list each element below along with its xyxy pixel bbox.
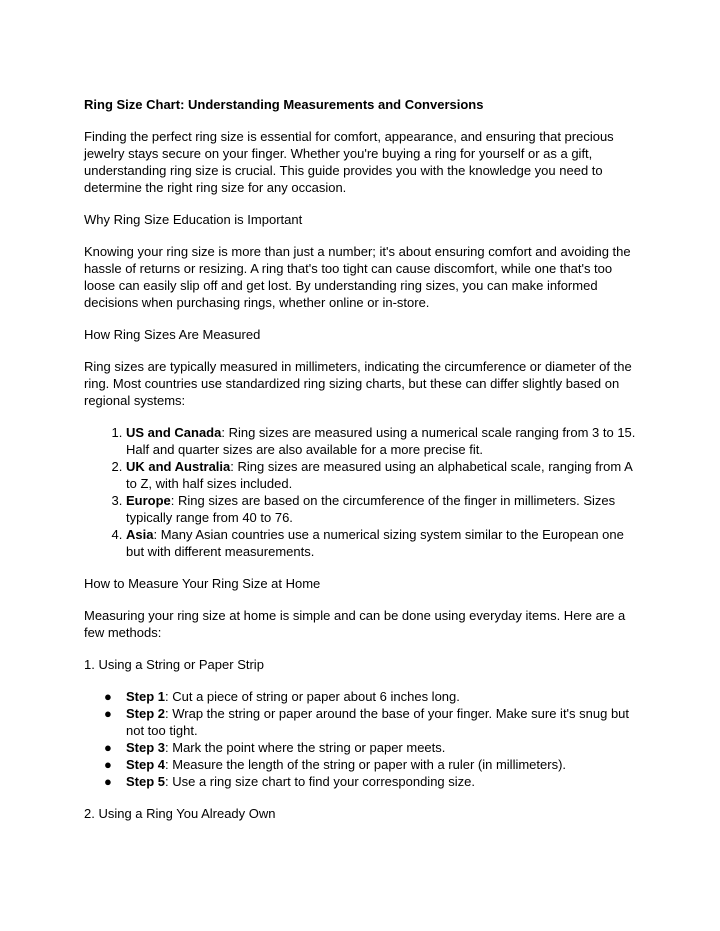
- list-item: [104, 756, 640, 773]
- intro-paragraph: Finding the perfect ring size is essential for comfort, appearance, and ensuring that precious jewelry stays secure on your finger. Whether you're buying a ring for yourself or as a gift, understanding ring size is crucial. This guide provides you with the knowledge you need to determine the right ring size for any occasion.: [84, 129, 614, 195]
- step-label: Step 2: [126, 706, 166, 721]
- step-label: Step 1: [126, 689, 166, 704]
- list-item: [104, 688, 640, 705]
- section-heading-how-measured: How Ring Sizes Are Measured: [84, 327, 261, 342]
- step-text: : Use a ring size chart to find your corresponding size.: [165, 774, 475, 789]
- list-item: [126, 526, 640, 560]
- list-item-text: : Ring sizes are measured using a numerical scale ranging from 3 to 15. Half and quarter sizes are also available for a more precise fit.: [126, 425, 636, 457]
- section-heading-why: Why Ring Size Education is Important: [84, 212, 303, 227]
- bullet-icon: ●: [104, 757, 112, 772]
- list-item-label: Asia: [126, 527, 154, 542]
- step-text: : Measure the length of the string or paper with a ruler (in millimeters).: [165, 757, 567, 772]
- list-item-text: : Ring sizes are measured using an alphabetical scale, ranging from A to Z, with half sizes included.: [126, 459, 633, 491]
- step-text: : Wrap the string or paper around the base of your finger. Make sure it's snug but not too tight.: [126, 706, 630, 738]
- document-page: [84, 96, 640, 837]
- bullet-icon: ●: [104, 740, 112, 755]
- method-heading-string: 1. Using a String or Paper Strip: [84, 657, 264, 672]
- bullet-icon: ●: [104, 706, 112, 721]
- list-item: [126, 458, 640, 492]
- list-item-label: US and Canada: [126, 425, 222, 440]
- method-heading-ring: 2. Using a Ring You Already Own: [84, 806, 276, 821]
- list-item: [104, 739, 640, 756]
- section-body-why: Knowing your ring size is more than just a number; it's about ensuring comfort and avoiding the hassle of returns or resizing. A ring that's too tight can cause discomfort, while one that's too loose can easily slip off and get lost. By understanding ring sizes, you can make informed decisions when purchasing rings, whether online or in-store.: [84, 244, 631, 310]
- list-item-text: : Many Asian countries use a numerical sizing system similar to the European one but with different measurements.: [126, 527, 624, 559]
- section-body-measure-home: Measuring your ring size at home is simple and can be done using everyday items. Here are a few methods:: [84, 608, 626, 640]
- bullet-icon: ●: [104, 774, 112, 789]
- list-item: [104, 773, 640, 790]
- document-title: Ring Size Chart: Understanding Measurements and Conversions: [84, 97, 484, 112]
- list-item-label: UK and Australia: [126, 459, 231, 474]
- step-label: Step 3: [126, 740, 166, 755]
- list-item: [126, 492, 640, 526]
- step-label: Step 5: [126, 774, 166, 789]
- step-text: : Cut a piece of string or paper about 6 inches long.: [165, 689, 460, 704]
- step-text: : Mark the point where the string or paper meets.: [165, 740, 446, 755]
- list-item-label: Europe: [126, 493, 171, 508]
- section-body-how-measured: Ring sizes are typically measured in millimeters, indicating the circumference or diameter of the ring. Most countries use standardized ring sizing charts, but these can differ slightly based on regional systems:: [84, 359, 632, 408]
- list-item-text: : Ring sizes are based on the circumference of the finger in millimeters. Sizes typically range from 40 to 76.: [126, 493, 616, 525]
- regional-systems-list: [84, 424, 640, 560]
- step-label: Step 4: [126, 757, 166, 772]
- bullet-icon: ●: [104, 689, 112, 704]
- steps-list: [84, 688, 640, 790]
- section-heading-measure-home: How to Measure Your Ring Size at Home: [84, 576, 321, 591]
- list-item: [104, 705, 640, 739]
- list-item: [126, 424, 640, 458]
